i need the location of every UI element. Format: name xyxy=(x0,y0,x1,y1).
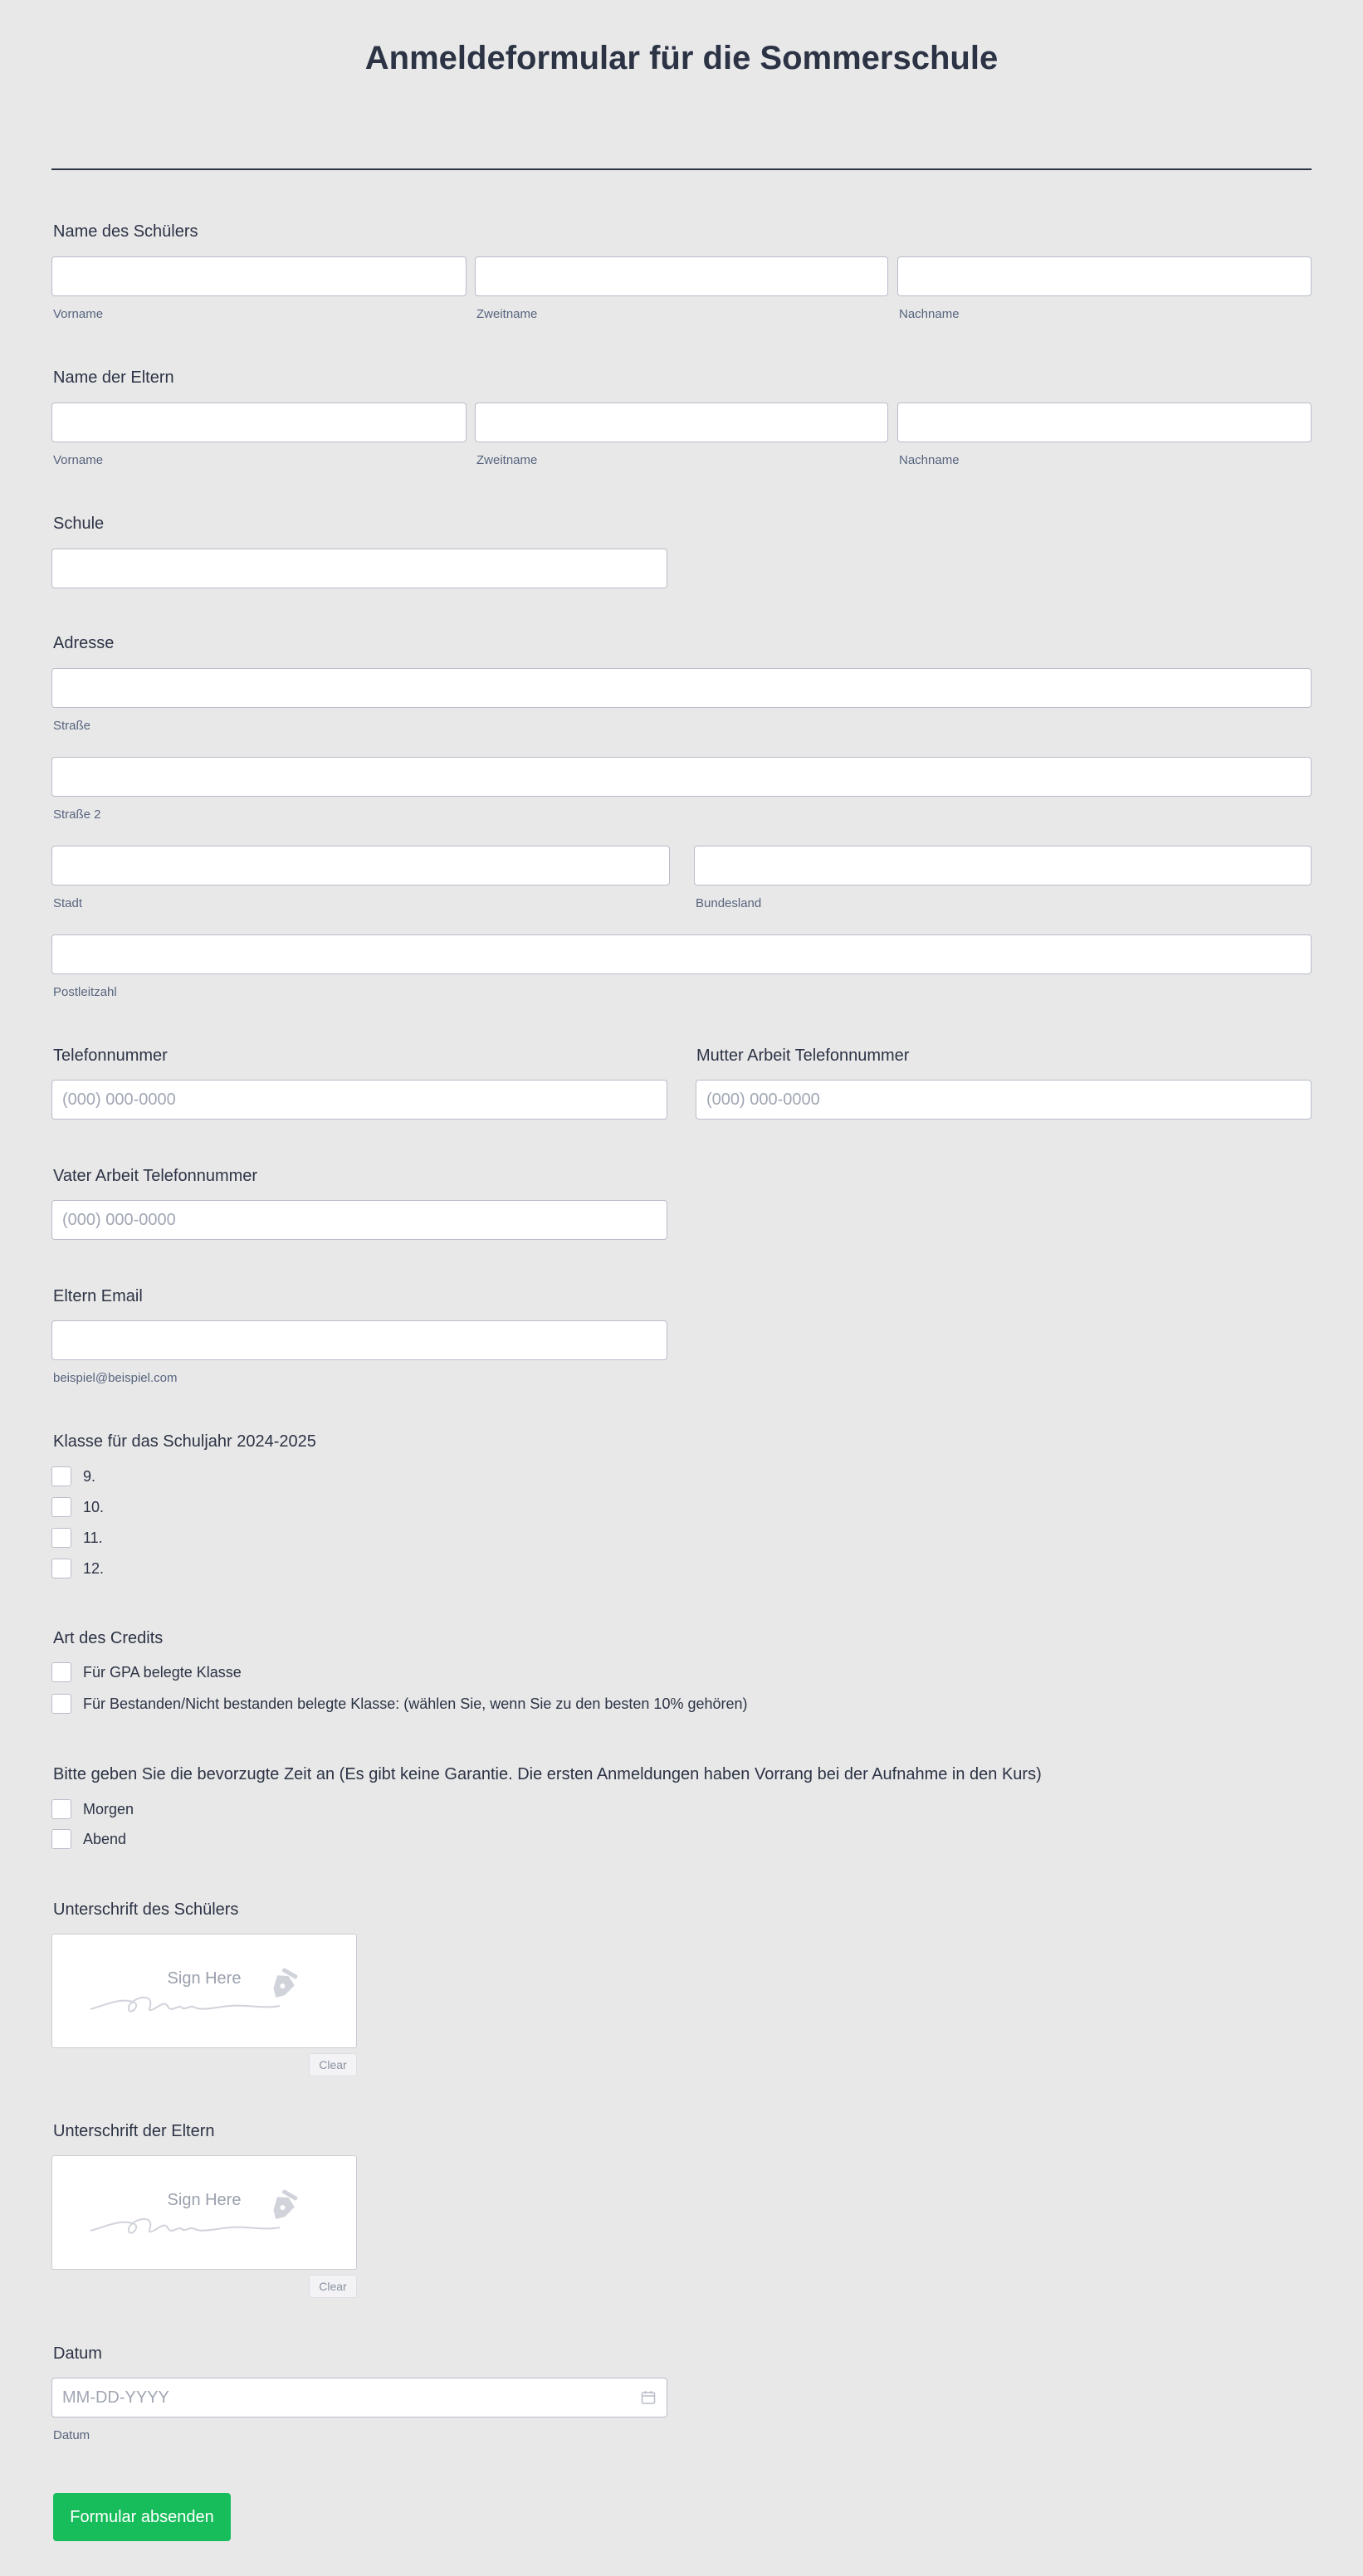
grade-option-11[interactable]: 11. xyxy=(51,1527,103,1549)
parent-last-name-input[interactable] xyxy=(897,402,1312,442)
zip-sublabel: Postleitzahl xyxy=(53,985,117,999)
calendar-icon[interactable] xyxy=(641,2390,656,2405)
email-sublabel: beispiel@beispiel.com xyxy=(53,1371,178,1385)
student-signature-label: Unterschrift des Schülers xyxy=(53,1900,239,1919)
city-input[interactable] xyxy=(51,846,670,886)
parent-middle-name-sublabel: Zweitname xyxy=(476,453,538,467)
father-phone-input[interactable] xyxy=(51,1200,667,1240)
checkbox[interactable] xyxy=(51,1559,71,1578)
student-first-name-sublabel: Vorname xyxy=(53,307,104,321)
street-sublabel: Straße xyxy=(53,719,91,733)
signature-pen-icon xyxy=(89,2189,330,2239)
student-middle-name-input[interactable] xyxy=(475,256,888,296)
grade-label: Klasse für das Schuljahr 2024-2025 xyxy=(53,1432,316,1451)
parent-name-label: Name der Eltern xyxy=(53,368,174,387)
sign-here-text: Sign Here xyxy=(167,2191,242,2209)
grade-option-9[interactable]: 9. xyxy=(51,1466,95,1487)
checkbox[interactable] xyxy=(51,1528,71,1548)
student-name-label: Name des Schülers xyxy=(53,222,198,241)
form-title: Anmeldeformular für die Sommerschule xyxy=(364,40,999,76)
student-last-name-input[interactable] xyxy=(897,256,1312,296)
parent-middle-name-input[interactable] xyxy=(475,402,888,442)
parent-signature-label: Unterschrift der Eltern xyxy=(53,2122,215,2140)
checkbox[interactable] xyxy=(51,1497,71,1517)
checkbox[interactable] xyxy=(51,1466,71,1486)
checkbox[interactable] xyxy=(51,1799,71,1819)
date-sublabel: Datum xyxy=(53,2428,90,2442)
father-phone-label: Vater Arbeit Telefonnummer xyxy=(53,1167,258,1185)
parent-signature-pad[interactable] xyxy=(51,2155,357,2270)
student-signature-pad[interactable] xyxy=(51,1934,357,2048)
clear-parent-signature-button[interactable]: Clear xyxy=(309,2275,357,2298)
city-sublabel: Stadt xyxy=(53,896,83,910)
mother-phone-input[interactable] xyxy=(696,1080,1312,1120)
sign-here-text: Sign Here xyxy=(167,1969,242,1988)
date-label: Datum xyxy=(53,2344,102,2363)
email-input[interactable] xyxy=(51,1320,667,1360)
credit-option-gpa[interactable]: Für GPA belegte Klasse xyxy=(51,1661,242,1683)
school-label: Schule xyxy=(53,515,105,533)
time-option-morning[interactable]: Morgen xyxy=(51,1798,134,1820)
credit-option-pass-fail[interactable]: Für Bestanden/Nicht bestanden belegte Klasse: (wählen Sie, wenn Sie zu den besten 10% gehören) xyxy=(51,1693,748,1715)
student-first-name-input[interactable] xyxy=(51,256,467,296)
clear-student-signature-button[interactable]: Clear xyxy=(309,2053,357,2076)
zip-input[interactable] xyxy=(51,934,1312,974)
email-label: Eltern Email xyxy=(53,1287,143,1305)
signature-pen-icon xyxy=(89,1968,330,2017)
street2-sublabel: Straße 2 xyxy=(53,807,101,822)
student-last-name-sublabel: Nachname xyxy=(899,307,960,321)
address-label: Adresse xyxy=(53,634,115,652)
parent-first-name-input[interactable] xyxy=(51,402,467,442)
street2-input[interactable] xyxy=(51,757,1312,797)
state-sublabel: Bundesland xyxy=(696,896,762,910)
phone-input[interactable] xyxy=(51,1080,667,1120)
checkbox[interactable] xyxy=(51,1662,71,1682)
title-divider xyxy=(51,168,1312,170)
phone-label: Telefonnummer xyxy=(53,1046,168,1065)
school-input[interactable] xyxy=(51,549,667,588)
parent-first-name-sublabel: Vorname xyxy=(53,453,104,467)
credit-label: Art des Credits xyxy=(53,1629,164,1647)
street-input[interactable] xyxy=(51,668,1312,708)
grade-option-10[interactable]: 10. xyxy=(51,1496,104,1518)
mother-phone-label: Mutter Arbeit Telefonnummer xyxy=(696,1046,910,1065)
checkbox[interactable] xyxy=(51,1829,71,1849)
time-label: Bitte geben Sie die bevorzugte Zeit an (Es gibt keine Garantie. Die ersten Anmeldungen haben Vorrang bei der Aufnahme in den Kurs) xyxy=(53,1765,1042,1783)
student-middle-name-sublabel: Zweitname xyxy=(476,307,538,321)
checkbox[interactable] xyxy=(51,1694,71,1714)
parent-last-name-sublabel: Nachname xyxy=(899,453,960,467)
time-option-evening[interactable]: Abend xyxy=(51,1828,126,1850)
grade-option-12[interactable]: 12. xyxy=(51,1558,104,1579)
submit-button[interactable]: Formular absenden xyxy=(53,2493,231,2541)
date-input[interactable] xyxy=(51,2378,667,2417)
state-input[interactable] xyxy=(694,846,1312,886)
